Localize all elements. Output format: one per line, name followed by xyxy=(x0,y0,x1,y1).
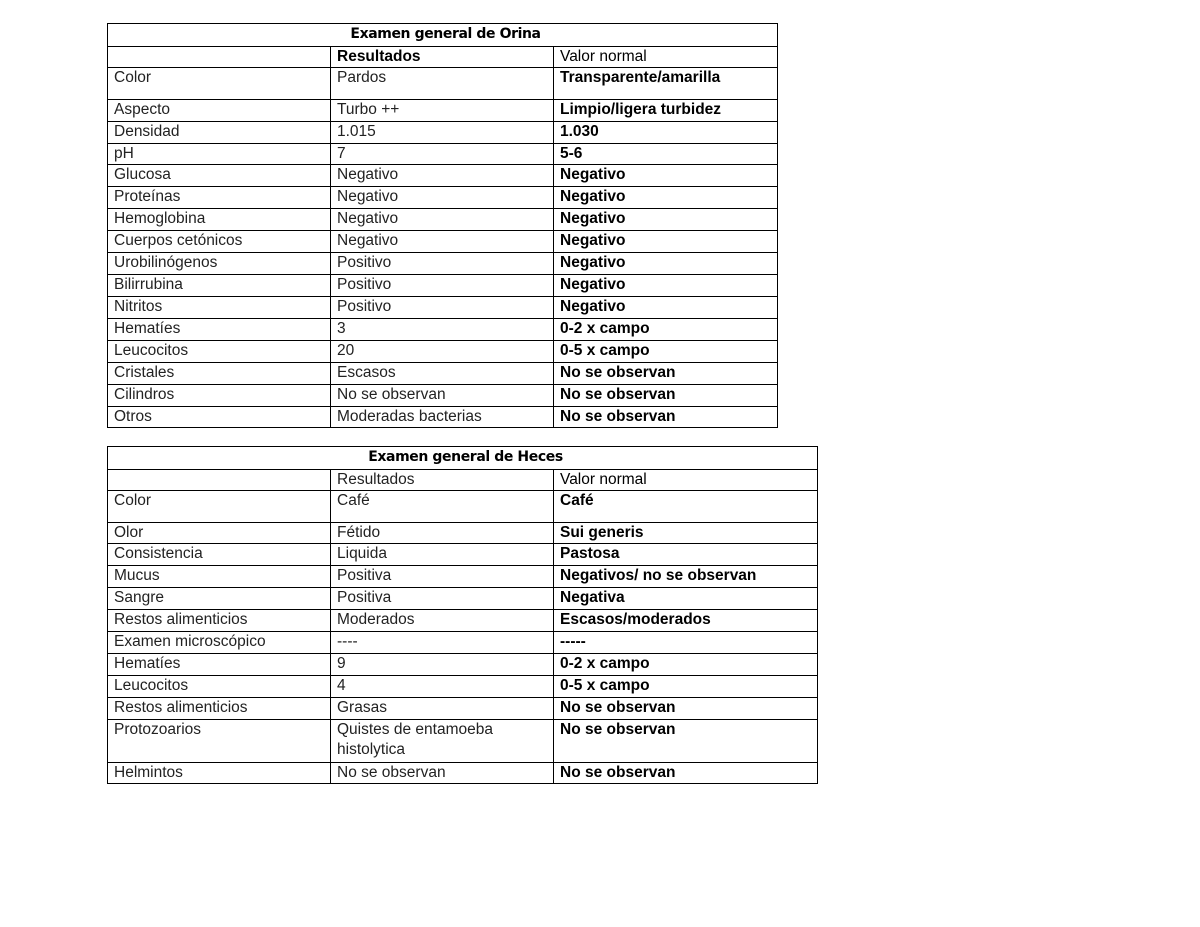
parameter-cell: Densidad xyxy=(108,122,331,144)
normal-value-cell: Café xyxy=(554,491,818,523)
table-row xyxy=(108,209,778,231)
normal-value-cell: No se observan xyxy=(554,763,818,784)
table-title: Examen general de Orina xyxy=(108,24,778,47)
normal-value-cell: Negativa xyxy=(554,588,818,610)
parameter-cell: Hematíes xyxy=(108,654,331,676)
normal-value-cell: Negativo xyxy=(554,253,778,275)
normal-value-cell: No se observan xyxy=(554,720,818,763)
parameter-cell: Urobilinógenos xyxy=(108,253,331,275)
result-cell: Escasos xyxy=(331,363,554,385)
parameter-cell: Examen microscópico xyxy=(108,632,331,654)
normal-value-cell: 1.030 xyxy=(554,122,778,144)
result-cell: Pardos xyxy=(331,68,554,100)
header-results: Resultados xyxy=(331,47,554,68)
parameter-cell: Color xyxy=(108,68,331,100)
header-results: Resultados xyxy=(331,470,554,491)
table-row xyxy=(108,654,818,676)
parameter-cell: Protozoarios xyxy=(108,720,331,763)
normal-value-cell: Sui generis xyxy=(554,523,818,544)
table-row xyxy=(108,122,778,144)
table-row xyxy=(108,698,818,720)
table-row xyxy=(108,407,778,428)
normal-value-cell: 5-6 xyxy=(554,144,778,165)
result-cell: Moderados xyxy=(331,610,554,632)
result-cell: Fétido xyxy=(331,523,554,544)
result-cell: Turbo ++ xyxy=(331,100,554,122)
parameter-cell: Hemoglobina xyxy=(108,209,331,231)
normal-value-cell: No se observan xyxy=(554,363,778,385)
header-cell xyxy=(108,47,331,68)
table-row xyxy=(108,588,818,610)
header-normal-value: Valor normal xyxy=(554,470,818,491)
normal-value-cell: No se observan xyxy=(554,698,818,720)
table-row xyxy=(108,68,778,100)
normal-value-cell: No se observan xyxy=(554,385,778,407)
table-row xyxy=(108,231,778,253)
table-row xyxy=(108,491,818,523)
result-cell: Negativo xyxy=(331,209,554,231)
result-cell: Negativo xyxy=(331,187,554,209)
parameter-cell: Cuerpos cetónicos xyxy=(108,231,331,253)
table-row xyxy=(108,610,818,632)
parameter-cell: Restos alimenticios xyxy=(108,610,331,632)
table-row xyxy=(108,275,778,297)
normal-value-cell: Escasos/moderados xyxy=(554,610,818,632)
normal-value-cell: Transparente/amarilla xyxy=(554,68,778,100)
table-row xyxy=(108,297,778,319)
normal-value-cell: 0-5 x campo xyxy=(554,676,818,698)
table-row xyxy=(108,319,778,341)
result-cell: Liquida xyxy=(331,544,554,566)
result-cell: Café xyxy=(331,491,554,523)
result-cell: No se observan xyxy=(331,385,554,407)
stool-exam-table xyxy=(107,446,818,784)
parameter-cell: Consistencia xyxy=(108,544,331,566)
normal-value-cell: Limpio/ligera turbidez xyxy=(554,100,778,122)
table-row xyxy=(108,100,778,122)
result-cell: Positiva xyxy=(331,566,554,588)
result-cell: Negativo xyxy=(331,165,554,187)
result-cell: 9 xyxy=(331,654,554,676)
result-cell: 7 xyxy=(331,144,554,165)
result-cell: 20 xyxy=(331,341,554,363)
parameter-cell: Helmintos xyxy=(108,763,331,784)
normal-value-cell: Negativo xyxy=(554,165,778,187)
table-row xyxy=(108,523,818,544)
parameter-cell: Olor xyxy=(108,523,331,544)
normal-value-cell: Negativo xyxy=(554,297,778,319)
normal-value-cell: Pastosa xyxy=(554,544,818,566)
table-row xyxy=(108,385,778,407)
result-cell: Quistes de entamoeba histolytica xyxy=(331,720,554,763)
parameter-cell: Hematíes xyxy=(108,319,331,341)
result-cell: 3 xyxy=(331,319,554,341)
table-row xyxy=(108,341,778,363)
table-row xyxy=(108,720,818,763)
normal-value-cell: Negativo xyxy=(554,187,778,209)
normal-value-cell: Negativo xyxy=(554,275,778,297)
normal-value-cell: 0-2 x campo xyxy=(554,319,778,341)
urine-exam-table xyxy=(107,23,778,428)
table-row xyxy=(108,253,778,275)
table-row xyxy=(108,676,818,698)
parameter-cell: Cilindros xyxy=(108,385,331,407)
parameter-cell: Aspecto xyxy=(108,100,331,122)
parameter-cell: Nitritos xyxy=(108,297,331,319)
parameter-cell: Otros xyxy=(108,407,331,428)
header-normal-value: Valor normal xyxy=(554,47,778,68)
table-title: Examen general de Heces xyxy=(108,447,818,470)
parameter-cell: Sangre xyxy=(108,588,331,610)
result-cell: ---- xyxy=(331,632,554,654)
normal-value-cell: ----- xyxy=(554,632,818,654)
parameter-cell: Bilirrubina xyxy=(108,275,331,297)
normal-value-cell: Negativo xyxy=(554,209,778,231)
normal-value-cell: 0-5 x campo xyxy=(554,341,778,363)
parameter-cell: Proteínas xyxy=(108,187,331,209)
result-cell: Moderadas bacterias xyxy=(331,407,554,428)
parameter-cell: Leucocitos xyxy=(108,676,331,698)
result-cell: Negativo xyxy=(331,231,554,253)
parameter-cell: Glucosa xyxy=(108,165,331,187)
table-row xyxy=(108,144,778,165)
parameter-cell: pH xyxy=(108,144,331,165)
table-row xyxy=(108,566,818,588)
result-cell: Positivo xyxy=(331,253,554,275)
result-cell: Positivo xyxy=(331,297,554,319)
parameter-cell: Leucocitos xyxy=(108,341,331,363)
parameter-cell: Mucus xyxy=(108,566,331,588)
table-row xyxy=(108,544,818,566)
result-cell: No se observan xyxy=(331,763,554,784)
normal-value-cell: Negativos/ no se observan xyxy=(554,566,818,588)
table-row xyxy=(108,363,778,385)
result-cell: Grasas xyxy=(331,698,554,720)
table-row xyxy=(108,632,818,654)
result-cell: 1.015 xyxy=(331,122,554,144)
normal-value-cell: Negativo xyxy=(554,231,778,253)
table-row xyxy=(108,165,778,187)
parameter-cell: Color xyxy=(108,491,331,523)
result-cell: 4 xyxy=(331,676,554,698)
header-cell xyxy=(108,470,331,491)
normal-value-cell: No se observan xyxy=(554,407,778,428)
result-cell: Positiva xyxy=(331,588,554,610)
parameter-cell: Restos alimenticios xyxy=(108,698,331,720)
result-cell: Positivo xyxy=(331,275,554,297)
normal-value-cell: 0-2 x campo xyxy=(554,654,818,676)
table-row xyxy=(108,187,778,209)
parameter-cell: Cristales xyxy=(108,363,331,385)
table-row xyxy=(108,763,818,784)
